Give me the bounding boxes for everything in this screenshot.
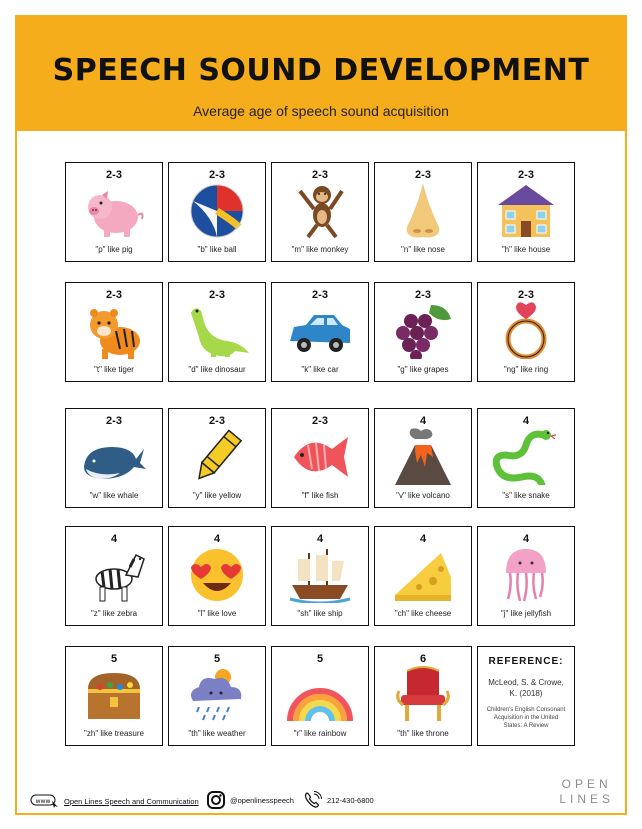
open-lines-logo: [559, 777, 614, 807]
sound-card-label: "th" like throne: [397, 729, 449, 738]
www-icon: [30, 794, 60, 808]
tiger-icon: [80, 301, 148, 359]
footer-website-text[interactable]: Open Lines Speech and Communication: [64, 796, 199, 806]
sound-card-age: 2-3: [209, 289, 225, 301]
sound-card-label: "z" like zebra: [90, 609, 138, 618]
sound-card: [168, 282, 266, 382]
monkey-icon: [286, 181, 354, 239]
sound-card-label: "sh" like ship: [297, 609, 343, 618]
sound-card-age: 2-3: [518, 169, 534, 181]
sound-card: [477, 282, 575, 382]
sound-card: [65, 282, 163, 382]
sound-card: [271, 162, 369, 262]
sound-card-age: 4: [419, 415, 427, 427]
crayon-icon: [183, 427, 251, 485]
pig-icon: [80, 181, 148, 239]
svg-text:www: www: [35, 798, 51, 805]
sound-card: [271, 282, 369, 382]
sound-card: [65, 408, 163, 508]
jellyfish-icon: [492, 545, 560, 603]
sound-card: [65, 162, 163, 262]
sound-card: [65, 526, 163, 626]
reference-authors-line1: McLeod, S. & Crowe,: [488, 678, 564, 687]
page-title: SPEECH SOUND DEVELOPMENT: [52, 53, 590, 88]
sound-card: [271, 526, 369, 626]
sound-card: [168, 526, 266, 626]
sound-card: [477, 526, 575, 626]
reference-card: [477, 646, 575, 746]
fish-icon: [286, 427, 354, 485]
grapes-icon: [389, 301, 457, 359]
ring-icon: [492, 301, 560, 359]
sound-card: [168, 162, 266, 262]
car-icon: [286, 301, 354, 359]
house-icon: [492, 181, 560, 239]
sound-card-age: 4: [110, 533, 118, 545]
zebra-icon: [80, 545, 148, 603]
sound-card-label: "y" like yellow: [192, 491, 242, 500]
sound-card-label: "k" like car: [301, 365, 339, 374]
sound-card-age: 4: [522, 415, 530, 427]
reference-authors: [478, 677, 574, 699]
footer-instagram-text[interactable]: @openlinesspeech: [230, 795, 294, 805]
snake-icon: [492, 427, 560, 485]
sound-card-label: "f" like fish: [301, 491, 339, 500]
treasure-chest-icon: [80, 665, 148, 723]
sound-card-label: "g" like grapes: [397, 365, 449, 374]
sound-card-age: 4: [316, 533, 324, 545]
sound-card-age: 5: [316, 653, 324, 665]
rain-cloud-icon: [183, 665, 251, 723]
sound-card: [374, 162, 472, 262]
sound-card-label: "th" like weather: [188, 729, 246, 738]
ship-icon: [286, 545, 354, 603]
sound-card-label: "zh" like treasure: [84, 729, 144, 738]
sound-card-label: "t" like tiger: [94, 365, 134, 374]
instagram-icon: [206, 790, 226, 810]
reference-authors-line2: K. (2018): [509, 689, 543, 698]
sound-card-label: "w" like whale: [89, 491, 139, 500]
footer-phone-text[interactable]: 212-430-6800: [327, 795, 374, 805]
sound-card-label: "ch" like cheese: [394, 609, 452, 618]
logo-line2: LINES: [559, 792, 614, 806]
nose-icon: [389, 181, 457, 239]
footer-website[interactable]: [30, 794, 199, 808]
sound-card-age: 6: [419, 653, 427, 665]
sound-card-label: "n" like nose: [401, 245, 445, 254]
ball-icon: [183, 181, 251, 239]
sound-card-label: "b" like ball: [197, 245, 237, 254]
reference-source: Children's English Consonant Acquisition in the United States: A Review: [486, 707, 566, 729]
volcano-icon: [389, 427, 457, 485]
sound-card: [477, 408, 575, 508]
sound-card-label: "s" like snake: [502, 491, 550, 500]
sound-card-label: "v" like volcano: [396, 491, 450, 500]
footer: [30, 790, 610, 814]
sound-card: [477, 162, 575, 262]
sound-card: [65, 646, 163, 746]
sound-card: [168, 408, 266, 508]
page-subtitle: Average age of speech sound acquisition: [193, 103, 449, 119]
throne-icon: [389, 665, 457, 723]
sound-card-age: 2-3: [415, 289, 431, 301]
sound-card-age: 2-3: [518, 289, 534, 301]
sound-card-age: 2-3: [415, 169, 431, 181]
whale-icon: [80, 427, 148, 485]
sound-card: [374, 408, 472, 508]
logo-line1: OPEN: [561, 777, 612, 791]
sound-card: [271, 408, 369, 508]
sound-card-label: "l" like love: [197, 609, 237, 618]
sound-card-age: 2-3: [106, 169, 122, 181]
sound-card-age: 2-3: [312, 289, 328, 301]
rainbow-icon: [286, 665, 354, 723]
sound-card: [374, 282, 472, 382]
sound-card: [168, 646, 266, 746]
sound-card-age: 4: [419, 533, 427, 545]
sound-card-age: 2-3: [312, 415, 328, 427]
heart-eyes-icon: [183, 545, 251, 603]
sound-card-label: "p" like pig: [95, 245, 133, 254]
footer-instagram[interactable]: [206, 790, 294, 810]
cheese-icon: [389, 545, 457, 603]
sound-card-label: "j" like jellyfish: [500, 609, 552, 618]
sound-card-age: 5: [213, 653, 221, 665]
footer-phone[interactable]: [303, 791, 374, 809]
sound-card-age: 2-3: [106, 415, 122, 427]
sound-card-age: 2-3: [209, 169, 225, 181]
sound-card-label: "d" like dinosaur: [188, 365, 246, 374]
phone-icon: [303, 791, 323, 809]
sound-card-age: 2-3: [312, 169, 328, 181]
sound-card-age: 4: [213, 533, 221, 545]
sound-card-label: "h" like house: [501, 245, 551, 254]
sound-card: [271, 646, 369, 746]
header-banner: [17, 17, 625, 131]
sound-card-label: "ng" like ring: [503, 365, 549, 374]
sound-card-age: 2-3: [209, 415, 225, 427]
sound-card: [374, 526, 472, 626]
sound-card-age: 4: [522, 533, 530, 545]
sound-card: [374, 646, 472, 746]
sound-card-label: "m" like monkey: [291, 245, 349, 254]
sound-card-age: 5: [110, 653, 118, 665]
dinosaur-icon: [183, 301, 251, 359]
reference-heading: REFERENCE:: [488, 656, 564, 667]
sound-card-label: "r" like rainbow: [293, 729, 347, 738]
sound-card-age: 2-3: [106, 289, 122, 301]
